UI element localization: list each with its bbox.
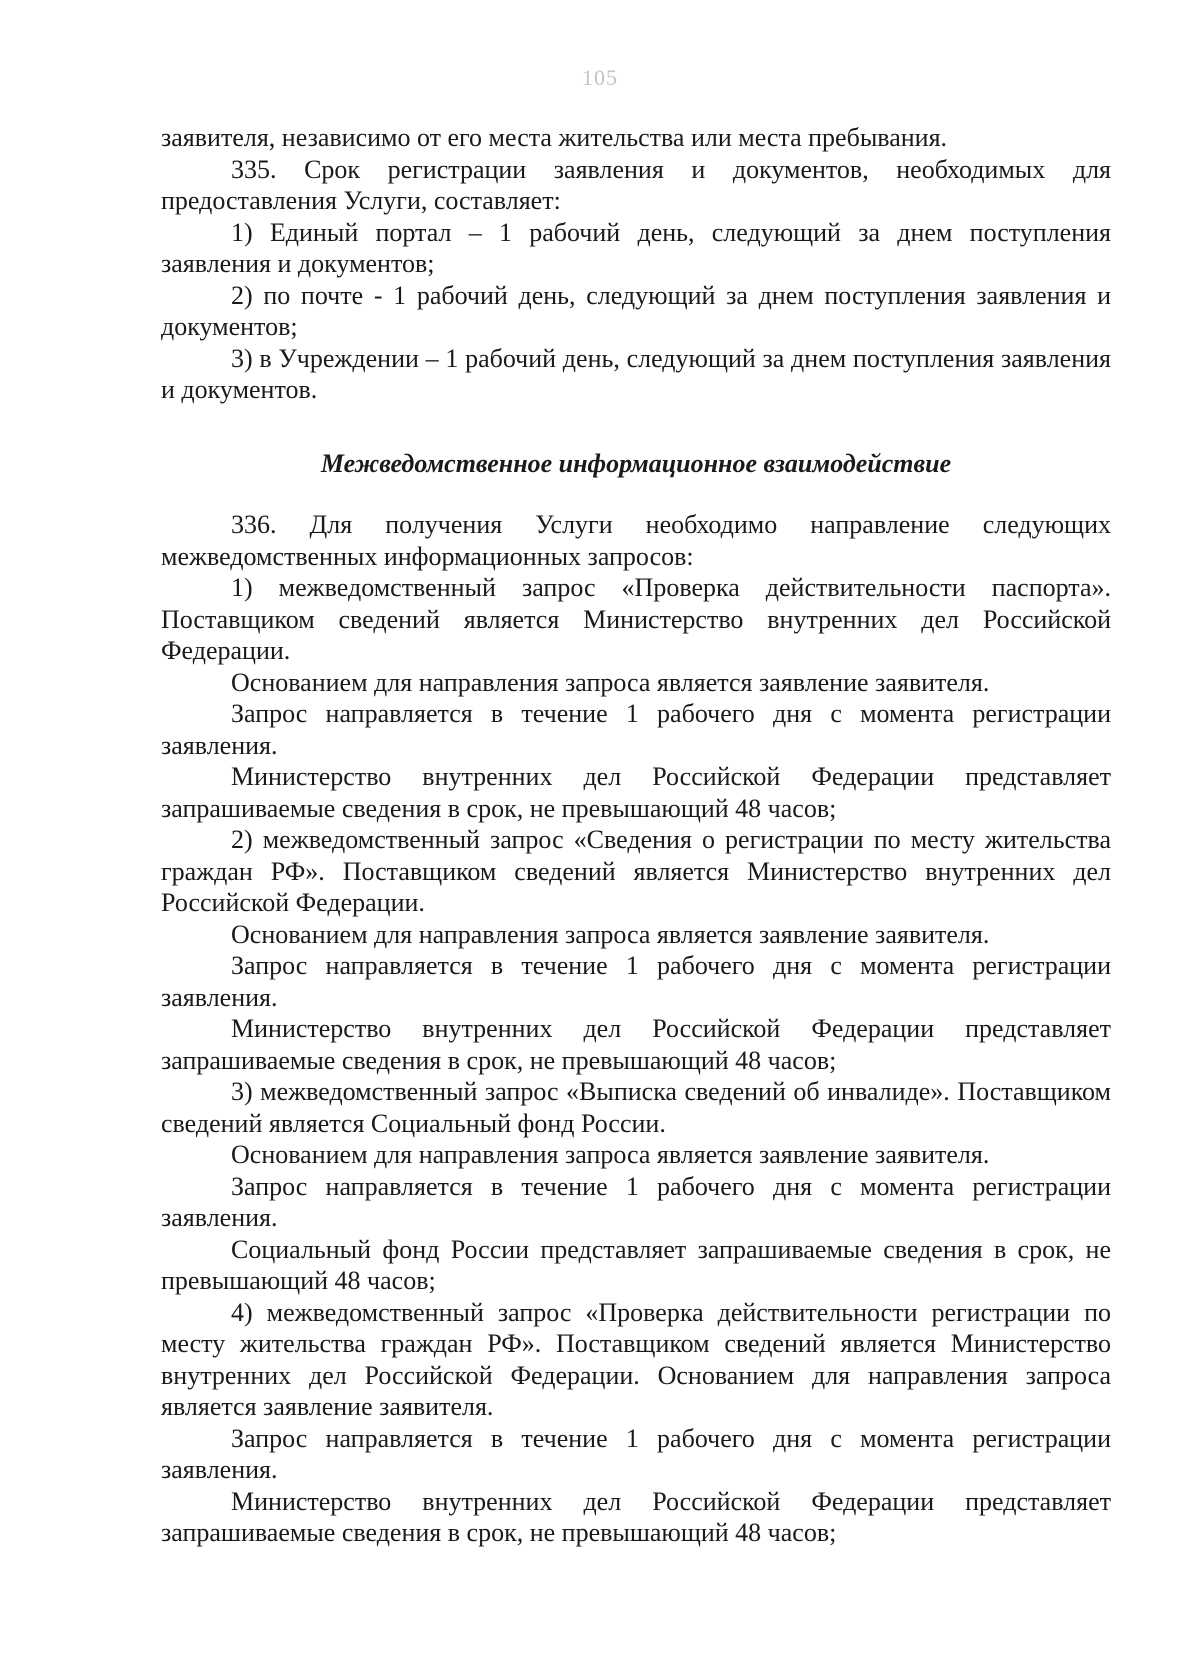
paragraph: заявителя, независимо от его места жительства или места пребывания. [161, 123, 948, 152]
paragraph: Запрос направляется в течение 1 рабочего дня с момента регистрации заявления. [161, 1423, 1111, 1484]
request-1: 1) межведомственный запрос «Проверка действительности паспорта». Поставщиком сведений является Министерство внутренних дел Российской Федерации. [161, 573, 1111, 665]
paragraph: Основанием для направления запроса является заявление заявителя. [231, 919, 990, 949]
paragraph: Основанием для направления запроса является заявление заявителя. [231, 667, 990, 697]
paragraph-335: 335. Срок регистрации заявления и документов, необходимых для предоставления Услуги, составляет: [161, 154, 1111, 215]
request-2: 2) межведомственный запрос «Сведения о регистрации по месту жительства граждан РФ». Поставщиком сведений является Министерство внутренних дел Российской Федерации. [161, 825, 1111, 917]
page-number: 105 [582, 65, 618, 90]
paragraph: Министерство внутренних дел Российской Федерации представляет запрашиваемые сведения в срок, не превышающий 48 часов; [161, 1014, 1111, 1075]
paragraph: Запрос направляется в течение 1 рабочего дня с момента регистрации заявления. [161, 1171, 1111, 1232]
list-item-1: 1) Единый портал – 1 рабочий день, следующий за днем поступления заявления и документов; [161, 217, 1111, 278]
paragraph: Социальный фонд России представляет запрашиваемые сведения в срок, не превышающий 48 часов; [161, 1234, 1111, 1295]
paragraph: Запрос направляется в течение 1 рабочего дня с момента регистрации заявления. [161, 699, 1111, 760]
list-item-2: 2) по почте - 1 рабочий день, следующий за днем поступления заявления и документов; [161, 280, 1111, 341]
section-heading: Межведомственное информационное взаимодействие [320, 448, 952, 478]
paragraph: Запрос направляется в течение 1 рабочего дня с момента регистрации заявления. [161, 951, 1111, 1012]
paragraph: Министерство внутренних дел Российской Федерации представляет запрашиваемые сведения в срок, не превышающий 48 часов; [161, 1486, 1111, 1547]
request-4: 4) межведомственный запрос «Проверка действительности регистрации по месту жительства граждан РФ». Поставщиком сведений является Министерство внутренних дел Российской Федерации. Основанием для направления запроса является заявление заявителя. [161, 1297, 1111, 1421]
request-3: 3) межведомственный запрос «Выписка сведений об инвалиде». Поставщиком сведений является Социальный фонд России. [161, 1077, 1111, 1138]
paragraph: Министерство внутренних дел Российской Федерации представляет запрашиваемые сведения в срок, не превышающий 48 часов; [161, 762, 1111, 823]
paragraph-336: 336. Для получения Услуги необходимо направление следующих межведомственных информационных запросов: [161, 510, 1111, 571]
list-item-3: 3) в Учреждении – 1 рабочий день, следующий за днем поступления заявления и документов. [161, 343, 1111, 404]
paragraph: Основанием для направления запроса является заявление заявителя. [231, 1140, 990, 1169]
document-body [161, 122, 1111, 1549]
